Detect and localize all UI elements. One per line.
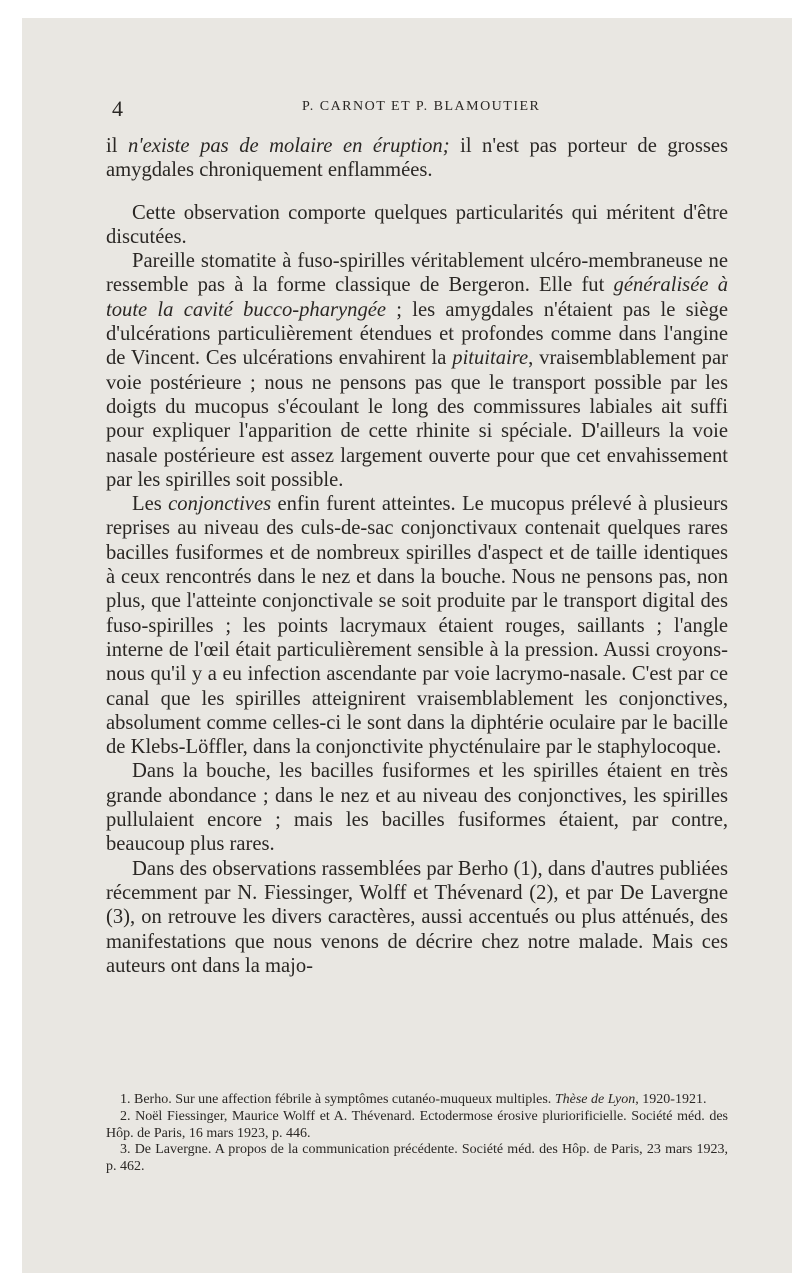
footnote: 1. Berho. Sur une affection fébrile à symptômes cutanéo-muqueux multiples. Thèse de Lyon, 1920-1921.	[120, 1092, 707, 1107]
italic-emphasis: pituitaire	[452, 347, 529, 370]
footnote: 3. De Lavergne. A propos de la communication précédente. Société méd. des Hôp. de Paris, 23 mars 1923, p. 462.	[106, 1142, 728, 1175]
footnote: 2. Noël Fiessinger, Maurice Wolff et A. Thévenard. Ectodermose érosive pluriorificielle. Société méd. des Hôp. de Paris, 16 mars 1923, p. 446.	[106, 1108, 728, 1141]
italic-emphasis: n'existe pas de molaire en éruption;	[127, 135, 450, 157]
paragraph: Les conjonctives enfin furent atteintes. Le mucopus prélevé à plusieurs reprises au niveau des culs-de-sac conjonctivaux contenait quelques rares bacilles fusiformes et de nombreux spirilles d'aspect et de taille identiques à ceux rencontrés dans le nez et dans la bouche. Nous ne pensons pas, non plus, que l'atteinte conjonctivale se soit produite par le transport digital des fuso-spirilles ; les points lacrymaux étaient rouges, saillants ; l'angle interne de l'œil était particulièrement sensible à la pression. Aussi croyons-nous qu'il y a eu infection ascendante par voie lacrymo-nasale. C'est par ce canal que les spirilles atteignirent vraisemblablement les conjonctives, absolument comme celles-ci le sont dans la diphtérie oculaire par le bacille de Klebs-Löffler, dans la conjonctivite phycténulaire par le staphylocoque.	[106, 493, 728, 759]
paragraph: Dans la bouche, les bacilles fusiformes et les spirilles étaient en très grande abondance ; dans le nez et au niveau des conjonctives, les spirilles pullulaient encore ; mais les bacilles fusiformes étaient, par contre, beaucoup plus rares.	[106, 760, 728, 856]
paragraph-continuation: il n'existe pas de molaire en éruption; il n'est pas porteur de grosses amygdales chroniquement enflammées.	[106, 135, 729, 182]
paragraph: Pareille stomatite à fuso-spirilles véritablement ulcéro-membraneuse ne ressemble pas à la forme classique de Bergeron. Elle fut généralisée à toute la cavité bucco-pharyngée ; les amygdales n'étaient pas le siège d'ulcérations particulièrement étendues et profondes comme dans l'angine de Vincent. Ces ulcérations envahirent la pituitaire, vraisemblablement par voie postérieure ; nous ne pensons pas que le transport possible par les doigts du mucopus s'écoulant le long des commissures labiales ait suffi pour expliquer l'apparition de cette rhinite si spéciale. D'ailleurs la voie nasale postérieure est assez largement ouverte pour que cet envahissement par les spirilles soit possible.	[106, 250, 728, 491]
italic-emphasis: généralisée à toute la cavité bucco-pharyngée	[106, 274, 728, 321]
page-header	[112, 96, 727, 120]
page-number: 4	[112, 96, 123, 121]
paragraph: Dans des observations rassemblées par Berho (1), dans d'autres publiées récemment par N. Fiessinger, Wolff et Thévenard (2), et par De Lavergne (3), on retrouve les divers caractères, aussi accentués ou plus atténués, des manifestations que nous venons de décrire chez notre malade. Mais ces auteurs ont dans la majo-	[106, 857, 728, 977]
running-head: P. CARNOT ET P. BLAMOUTIER	[302, 99, 541, 114]
body-text	[106, 134, 728, 978]
footnotes	[106, 1092, 728, 1176]
italic-emphasis: Thèse de Lyon	[554, 1092, 636, 1107]
italic-emphasis: conjonctives	[168, 493, 272, 516]
paragraph: Cette observation comporte quelques particularités qui méritent d'être discutées.	[106, 201, 728, 248]
